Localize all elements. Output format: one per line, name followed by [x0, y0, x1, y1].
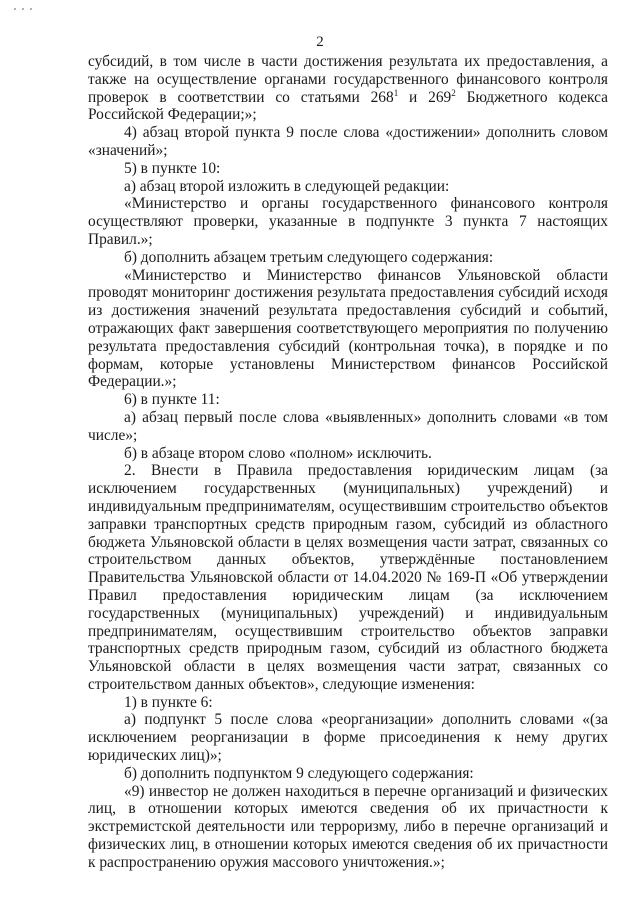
paragraph-item-5: 5) в пункте 10: [124, 159, 221, 177]
paragraph-subitem-a: а) абзац второй изложить в следующей редакции: [124, 177, 450, 195]
paragraph-item-1: 1) в пункте 6: [124, 693, 213, 711]
paragraph-quote: «9) инвестор не должен находиться в перечне организаций и физических лиц, в отношении которых имеются сведения об их причастности к экстремистской деятельности или терроризму, либо в перечне организаций и физических лиц, в отношении которых имеются сведения об их причастности к распространению оружия массового уничтожения.»; [88, 782, 608, 871]
page-number: 2 [316, 34, 324, 50]
paragraph-subitem-b: б) дополнить подпунктом 9 следующего содержания: [124, 764, 474, 782]
superscript: 2 [451, 87, 456, 98]
paragraph-quote: «Министерство и органы государственного финансового контроля осуществляют проверки, указанные в подпункте 3 пункта 7 настоящих Правил.»; [88, 195, 608, 248]
document-body [88, 53, 608, 872]
superscript: 1 [393, 87, 399, 98]
paragraph-continuation [88, 53, 608, 124]
text-fragment: и 269 [398, 88, 452, 106]
paragraph-subitem-a: а) подпункт 5 после слова «реорганизации» дополнить словами «(за исключением реорганизации в форме присоединения к нему других юридических лиц)»; [88, 711, 608, 765]
paragraph-subitem-b: б) в абзаце втором слово «полном» исключить. [124, 444, 432, 462]
paragraph-item-6: 6) в пункте 11: [124, 391, 220, 409]
paragraph-quote: «Министерство и Министерство финансов Ульяновской области проводят мониторинг достижения результата предоставления субсидий исходя из достижения значений результата предоставления субсидий и событий, отражающих факт завершения соответствующего мероприятия по получению результата предоставления субсидий (контрольная точка), в порядке и по формам, которые установлены Министерством финансов Российской Федерации.»; [88, 266, 608, 391]
paragraph-section-2: 2. Внести в Правила предоставления юридическим лицам (за исключением государственных (муниципальных) учреждений) и индивидуальным предпринимателям, осуществившим строительство объектов заправки транспортных средств природным газом, субсидий из областного бюджета Ульяновской области в целях возмещения части затрат, связанных со строительством данных объектов, утверждённые постановлением Правительства Ульяновской области от 14.04.2020 № 169-П «Об утверждении Правил предоставления юридическим лицам (за исключением государственных (муниципальных) учреждений) и индивидуальным предпринимателям, осуществившим строительство объектов заправки транспортных средств природным газом, субсидий из областного бюджета Ульяновской области в целях возмещения части затрат, связанных со строительством данных объектов», следующие изменения: [88, 462, 608, 693]
scan-artifact [14, 8, 16, 10]
scan-artifact [30, 8, 32, 10]
text-fragment: Бюджетного кодекса Российской Федерации;»; [88, 88, 608, 124]
scan-artifact [22, 8, 24, 10]
paragraph-subitem-b: б) дополнить абзацем третьим следующего содержания: [124, 248, 494, 266]
paragraph-item-4: 4) абзац второй пункта 9 после слова «достижении» дополнить словом «значений»; [88, 124, 608, 159]
paragraph-subitem-a: а) абзац первый после слова «выявленных» дополнить словами «в том числе»; [88, 408, 608, 444]
text-fragment: субсидий, в том числе в части достижения результата их предоставления, а также на осуществление органами государственного финансового контроля проверок в соответствии со статьями 268 [88, 53, 608, 106]
